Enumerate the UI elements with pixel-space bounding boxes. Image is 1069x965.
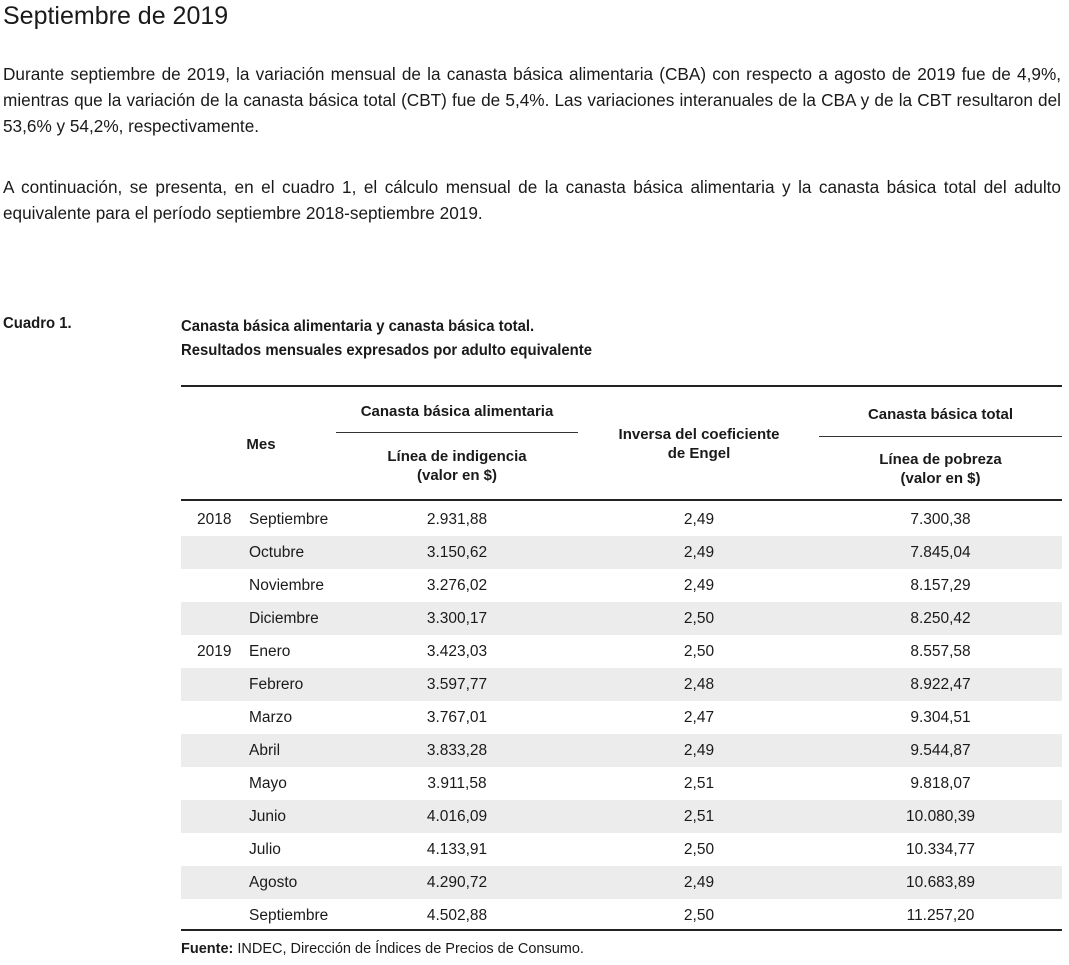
table-row [181, 734, 1062, 767]
cell-month: Marzo [249, 709, 293, 726]
cell-engel: 2,49 [683, 577, 715, 594]
cell-cba: 4.502,88 [426, 907, 488, 924]
header-engel [599, 425, 799, 463]
table-row [181, 602, 1062, 635]
table-row [181, 899, 1062, 932]
table-row [181, 503, 1062, 536]
intro-paragraph: Durante septiembre de 2019, la variación mensual de la canasta básica alimentaria (CBA) con respecto a agosto de 2019 fue de 4,9%, mientras que la variación de la canasta básica total (CBT) fue de 5,4%. Las variaciones interanuales de la CBA y de la CBT resultaron del 53,6% y 54,2%, respectivamente. [3, 64, 1061, 136]
cell-month: Octubre [249, 544, 305, 561]
cell-month: Noviembre [249, 577, 324, 594]
cell-cbt: 9.818,07 [910, 775, 971, 792]
cell-month: Mayo [249, 775, 287, 792]
cell-engel: 2,49 [683, 544, 715, 561]
cell-year: 2018 [197, 511, 232, 528]
cell-engel: 2,51 [683, 775, 715, 792]
cell-cbt: 8.557,58 [910, 643, 971, 660]
cba-header-rule [336, 432, 578, 433]
cell-cba: 4.290,72 [426, 874, 488, 891]
page-title: Septiembre de 2019 [3, 2, 229, 30]
cell-cbt: 7.300,38 [910, 511, 971, 528]
cell-engel: 2,50 [683, 643, 715, 660]
header-cba: Canasta básica alimentaria [360, 403, 554, 420]
cell-month: Agosto [249, 874, 298, 891]
cell-cba: 3.276,02 [426, 577, 488, 594]
cell-month: Septiembre [249, 907, 329, 924]
header-linea-indigencia-label: Línea de indigencia [387, 448, 527, 465]
cell-engel: 2,50 [683, 841, 715, 858]
cell-cbt: 7.845,04 [910, 544, 971, 561]
header-linea-pobreza [819, 450, 1062, 488]
cell-year: 2019 [197, 643, 232, 660]
table-row [181, 866, 1062, 899]
cell-cba: 3.150,62 [426, 544, 488, 561]
cell-cbt: 8.250,42 [910, 610, 971, 627]
cell-month: Enero [249, 643, 291, 660]
table-row [181, 800, 1062, 833]
table-title-line1: Canasta básica alimentaria y canasta básica total. [181, 318, 535, 335]
cell-cba: 3.833,28 [426, 742, 488, 759]
cell-engel: 2,50 [683, 610, 715, 627]
header-engel-line1: Inversa del coeficiente [618, 426, 780, 443]
description-paragraph: A continuación, se presenta, en el cuadro 1, el cálculo mensual de la canasta básica alimentaria y la canasta básica total del adulto equivalente para el período septiembre 2018-septiembre 2019. [3, 177, 1061, 223]
table-title-line2: Resultados mensuales expresados por adulto equivalente [181, 342, 592, 359]
cell-cbt: 8.157,29 [910, 577, 971, 594]
cell-engel: 2,51 [683, 808, 715, 825]
header-linea-pobreza-unit: (valor en $) [900, 470, 981, 487]
cell-cba: 4.133,91 [426, 841, 488, 858]
cell-cbt: 10.334,77 [906, 841, 975, 858]
table-row [181, 767, 1062, 800]
header-linea-indigencia-unit: (valor en $) [416, 467, 498, 484]
table-row [181, 635, 1062, 668]
cell-month: Diciembre [249, 610, 319, 627]
source-label: Fuente: [181, 941, 234, 957]
cell-engel: 2,50 [683, 907, 715, 924]
header-linea-pobreza-label: Línea de pobreza [879, 451, 1002, 468]
table-bottom-rule [181, 929, 1062, 931]
cell-cbt: 8.922,47 [910, 676, 971, 693]
cell-cbt: 9.304,51 [910, 709, 971, 726]
table-source [181, 941, 584, 957]
cell-month: Septiembre [249, 511, 329, 528]
cell-cba: 3.597,77 [426, 676, 488, 693]
table-title [181, 315, 592, 363]
cell-cbt: 10.683,89 [906, 874, 975, 891]
cell-engel: 2,47 [683, 709, 715, 726]
cell-cba: 3.423,03 [426, 643, 488, 660]
cell-cbt: 9.544,87 [910, 742, 971, 759]
header-linea-indigencia [336, 447, 578, 485]
table-row [181, 833, 1062, 866]
cell-month: Febrero [249, 676, 304, 693]
cell-month: Junio [249, 808, 287, 825]
source-text: INDEC, Dirección de Índices de Precios de Consumo. [233, 941, 584, 957]
cell-engel: 2,48 [683, 676, 715, 693]
cbt-header-rule [819, 436, 1062, 437]
cell-engel: 2,49 [683, 511, 715, 528]
cell-cba: 3.300,17 [426, 610, 488, 627]
table-body [181, 503, 1062, 932]
table-row [181, 701, 1062, 734]
header-mes: Mes [246, 436, 276, 453]
table-label: Cuadro 1. [3, 315, 72, 332]
cell-cba: 4.016,09 [426, 808, 488, 825]
cell-cba: 3.767,01 [426, 709, 488, 726]
table-row [181, 536, 1062, 569]
cell-cbt: 10.080,39 [906, 808, 975, 825]
cell-month: Julio [249, 841, 281, 858]
table-row [181, 569, 1062, 602]
cell-month: Abril [249, 742, 281, 759]
table-row [181, 668, 1062, 701]
cell-cba: 3.911,58 [427, 775, 487, 792]
cell-cbt: 11.257,20 [906, 907, 975, 924]
cell-cba: 2.931,88 [426, 511, 488, 528]
cell-engel: 2,49 [683, 874, 715, 891]
table-top-rule [181, 385, 1062, 387]
header-engel-line2: de Engel [667, 445, 731, 462]
header-bottom-rule [181, 499, 1062, 501]
header-cbt: Canasta básica total [867, 406, 1014, 423]
cell-engel: 2,49 [683, 742, 715, 759]
